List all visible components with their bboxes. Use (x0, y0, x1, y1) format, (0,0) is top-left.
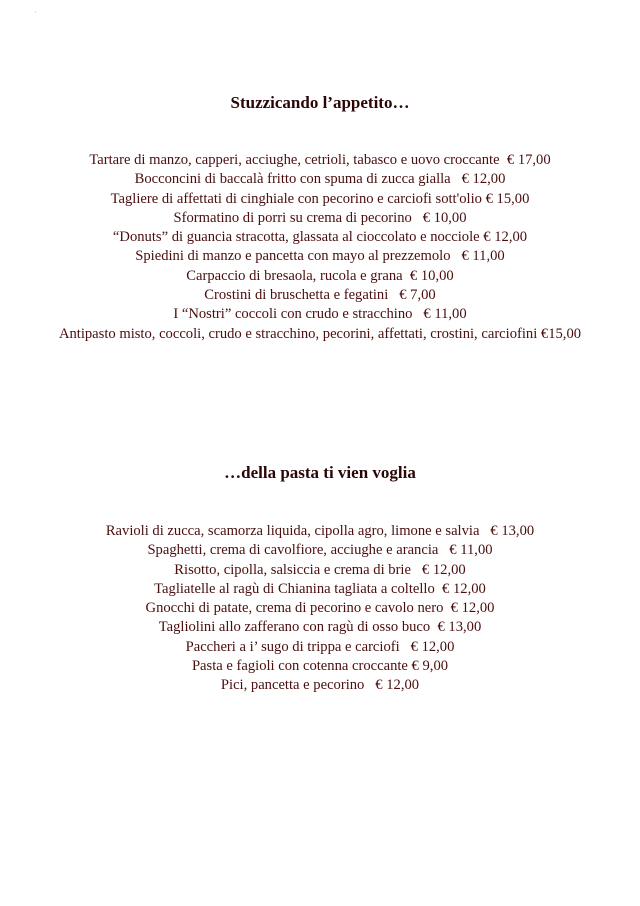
menu-list-pasta (0, 522, 640, 696)
section-antipasti (0, 92, 640, 344)
menu-item: Tagliatelle al ragù di Chianina tagliata a coltello € 12,00 (154, 580, 486, 597)
menu-item: Tagliolini allo zafferano con ragù di osso buco € 13,00 (158, 619, 482, 636)
section-title-antipasti: Stuzzicando l’appetito… (230, 93, 410, 112)
menu-item: Bocconcini di baccalà fritto con spuma di zucca gialla € 12,00 (134, 171, 506, 188)
menu-item: Spaghetti, crema di cavolfiore, acciughe e arancia € 11,00 (147, 542, 493, 559)
menu-item: I “Nostri” coccoli con crudo e stracchino € 11,00 (173, 306, 467, 323)
menu-item: Paccheri a i’ sugo di trippa e carciofi € 12,00 (185, 638, 455, 655)
menu-item: Gnocchi di patate, crema di pecorino e cavolo nero € 12,00 (145, 600, 495, 617)
menu-item: Sformatino di porri su crema di pecorino € 10,00 (173, 209, 467, 226)
menu-item: Tagliere di affettati di cinghiale con pecorino e carciofi sott'olio € 15,00 (110, 190, 530, 207)
menu-item: Crostini di bruschetta e fegatini € 7,00 (204, 287, 436, 304)
menu-list-antipasti (0, 151, 640, 344)
menu-item: Ravioli di zucca, scamorza liquida, cipolla agro, limone e salvia € 13,00 (105, 523, 535, 539)
menu-item: Antipasto misto, coccoli, crudo e stracchino, pecorini, affettati, crostini, carciofini €15,00 (58, 325, 582, 342)
menu-item: Pasta e fagioli con cotenna croccante € 9,00 (191, 658, 449, 675)
menu-item: Pici, pancetta e pecorino € 12,00 (220, 677, 420, 694)
section-pasta (0, 462, 640, 696)
section-title-pasta: …della pasta ti vien voglia (224, 463, 416, 482)
menu-item: Carpaccio di bresaola, rucola e grana € 10,00 (186, 267, 454, 284)
menu-item: Spiedini di manzo e pancetta con mayo al prezzemolo € 11,00 (135, 248, 505, 265)
corner-mark: ˙ (34, 10, 37, 19)
menu-item: Risotto, cipolla, salsiccia e crema di brie € 12,00 (174, 561, 466, 578)
menu-item: “Donuts” di guancia stracotta, glassata al cioccolato e nocciole € 12,00 (112, 229, 528, 246)
menu-item: Tartare di manzo, capperi, acciughe, cetrioli, tabasco e uovo croccante € 17,00 (89, 152, 551, 168)
